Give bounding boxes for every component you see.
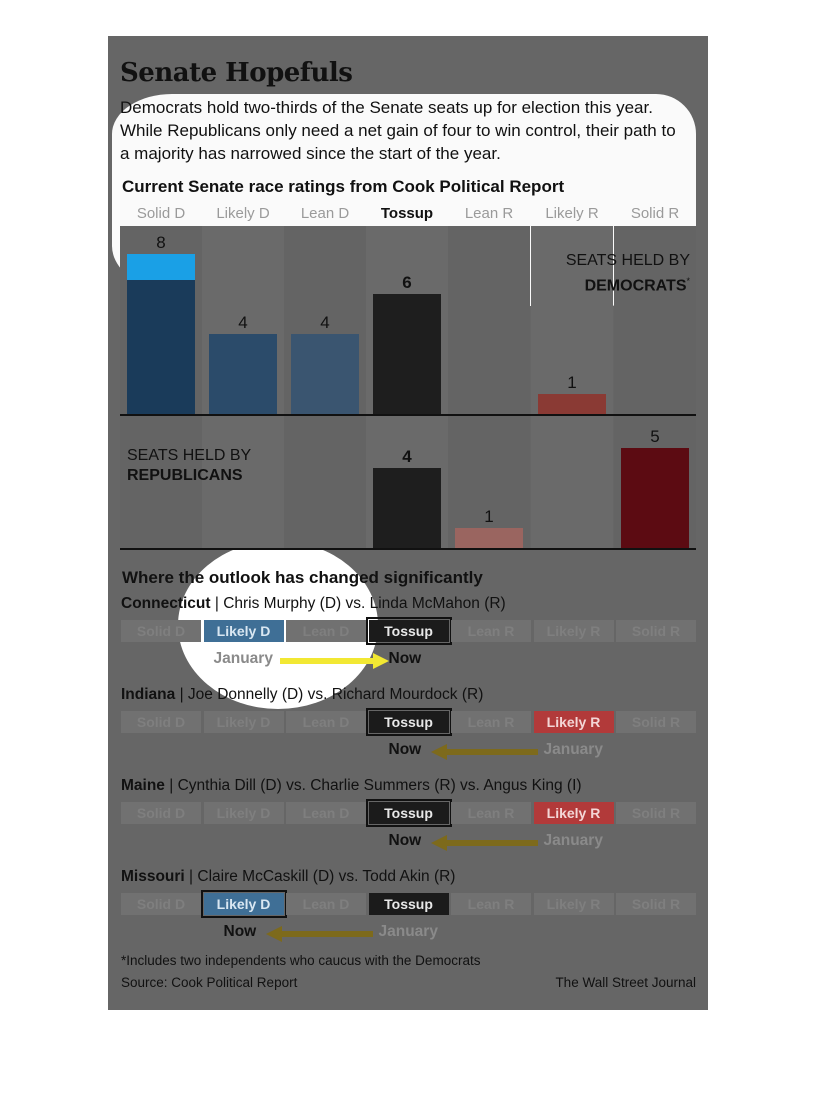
now-label: Now — [223, 923, 257, 940]
now-label: Now — [388, 741, 422, 758]
rating-cell-likely-r: Likely R — [534, 802, 614, 824]
rating-cell-tossup: Tossup — [369, 620, 449, 642]
category-label-solid-r: Solid R — [630, 205, 680, 222]
bar-dem-lean-d — [291, 334, 359, 414]
race-heading — [121, 686, 696, 704]
change-arrow-icon — [266, 925, 375, 943]
now-label: Now — [388, 832, 422, 849]
race-matchup: Joe Donnelly (D) vs. Richard Mourdock (R) — [187, 686, 484, 703]
bar-dem-likely-r — [538, 394, 606, 414]
bar-rep-solid-r — [621, 448, 689, 548]
january-label: January — [543, 832, 603, 849]
change-arrow-icon — [431, 743, 540, 761]
race-separator: | — [175, 686, 188, 703]
race-matchup: Chris Murphy (D) vs. Linda McMahon (R) — [223, 595, 506, 612]
democrats-label-mark: * — [686, 276, 690, 286]
race-row — [121, 868, 696, 940]
rating-cell-lean-r: Lean R — [451, 711, 531, 733]
rating-cell-likely-d: Likely D — [204, 802, 284, 824]
data-label: 4 — [320, 313, 330, 332]
january-label: January — [378, 923, 438, 940]
rating-cell-lean-r: Lean R — [451, 893, 531, 915]
data-label: 4 — [402, 447, 412, 466]
rating-cell-solid-r: Solid R — [616, 620, 696, 642]
rating-cell-likely-r: Likely R — [534, 620, 614, 642]
race-state: Connecticut — [121, 595, 211, 612]
change-arrow-icon — [278, 652, 391, 670]
rating-cell-tossup: Tossup — [369, 711, 449, 733]
january-label: January — [543, 741, 603, 758]
change-arrow-icon — [431, 834, 540, 852]
republicans-label — [127, 446, 251, 486]
race-separator: | — [184, 868, 198, 885]
rating-cell-likely-d: Likely D — [204, 711, 284, 733]
data-label: 4 — [238, 313, 248, 332]
rating-cell-lean-d: Lean D — [286, 711, 366, 733]
race-separator: | — [164, 777, 178, 794]
data-label: 5 — [650, 427, 660, 446]
data-label: 1 — [484, 507, 494, 526]
rating-cell-lean-d: Lean D — [286, 620, 366, 642]
rating-cell-solid-r: Solid R — [616, 711, 696, 733]
race-row — [121, 595, 696, 667]
rating-cell-solid-r: Solid R — [616, 893, 696, 915]
rating-scale — [121, 620, 696, 642]
footnote: *Includes two independents who caucus with the Democrats — [121, 953, 481, 968]
rating-cell-solid-d: Solid D — [121, 620, 201, 642]
rating-cell-solid-r: Solid R — [616, 802, 696, 824]
republicans-label-line2: REPUBLICANS — [127, 467, 243, 484]
rating-cell-lean-d: Lean D — [286, 802, 366, 824]
race-row — [121, 777, 696, 849]
race-separator: | — [210, 595, 224, 612]
category-label-solid-d: Solid D — [136, 205, 186, 222]
rating-cell-lean-d: Lean D — [286, 893, 366, 915]
category-label-likely-r: Likely R — [545, 205, 599, 222]
rating-cell-likely-d: Likely D — [204, 893, 284, 915]
data-label: 8 — [156, 233, 166, 252]
bar-rep-tossup — [373, 468, 441, 548]
rating-scale — [121, 893, 696, 915]
race-row — [121, 686, 696, 758]
rating-cell-likely-r: Likely R — [534, 711, 614, 733]
rating-cell-solid-d: Solid D — [121, 802, 201, 824]
race-state: Maine — [121, 777, 165, 794]
republicans-label-line1: SEATS HELD BY — [127, 447, 252, 464]
credit: The Wall Street Journal — [555, 975, 696, 990]
now-label: Now — [388, 650, 422, 667]
source-note: Source: Cook Political Report — [121, 975, 298, 990]
data-label: 6 — [402, 273, 412, 292]
race-matchup: Cynthia Dill (D) vs. Charlie Summers (R) vs. Angus King (I) — [177, 777, 582, 794]
category-label-lean-r: Lean R — [464, 205, 514, 222]
rating-cell-tossup: Tossup — [369, 893, 449, 915]
page-title: Senate Hopefuls — [120, 58, 353, 88]
bar-dem-likely-d — [209, 334, 277, 414]
dem-baseline — [120, 414, 696, 416]
data-label: 1 — [567, 373, 577, 392]
democrats-label-line2: DEMOCRATS — [584, 277, 687, 295]
democrats-label-line1: SEATS HELD BY — [565, 252, 690, 269]
race-heading — [121, 868, 696, 886]
race-matchup: Claire McCaskill (D) vs. Todd Akin (R) — [197, 868, 456, 885]
rating-cell-solid-d: Solid D — [121, 711, 201, 733]
race-heading — [121, 595, 696, 613]
rating-cell-lean-r: Lean R — [451, 620, 531, 642]
rating-scale — [121, 711, 696, 733]
bar-dem-tossup — [373, 294, 441, 414]
rating-cell-tossup: Tossup — [369, 802, 449, 824]
category-label-tossup: Tossup — [380, 205, 434, 222]
democrats-label — [566, 251, 690, 296]
rep-baseline — [120, 548, 696, 550]
category-label-lean-d: Lean D — [300, 205, 350, 222]
changes-title: Where the outlook has changed significantly — [122, 568, 483, 587]
bar-rep-lean-r — [455, 528, 523, 548]
rating-cell-solid-d: Solid D — [121, 893, 201, 915]
rating-cell-likely-d: Likely D — [204, 620, 284, 642]
race-state: Missouri — [121, 868, 185, 885]
rating-cell-likely-r: Likely R — [534, 893, 614, 915]
race-state: Indiana — [121, 686, 176, 703]
column-background — [448, 226, 530, 548]
rating-cell-lean-r: Lean R — [451, 802, 531, 824]
intro-text: Democrats hold two-thirds of the Senate seats up for election this year. While Republicans only need a net gain of four to win control, their path to a majority has narrowed since the start of the year. — [120, 98, 676, 163]
bar-dem-solid-d-highlight — [127, 254, 195, 280]
graphic-panel — [108, 36, 708, 1010]
race-heading — [121, 777, 696, 795]
rating-scale — [121, 802, 696, 824]
category-label-likely-d: Likely D — [216, 205, 270, 222]
chart-title: Current Senate race ratings from Cook Political Report — [122, 177, 565, 196]
january-label: January — [213, 650, 273, 667]
